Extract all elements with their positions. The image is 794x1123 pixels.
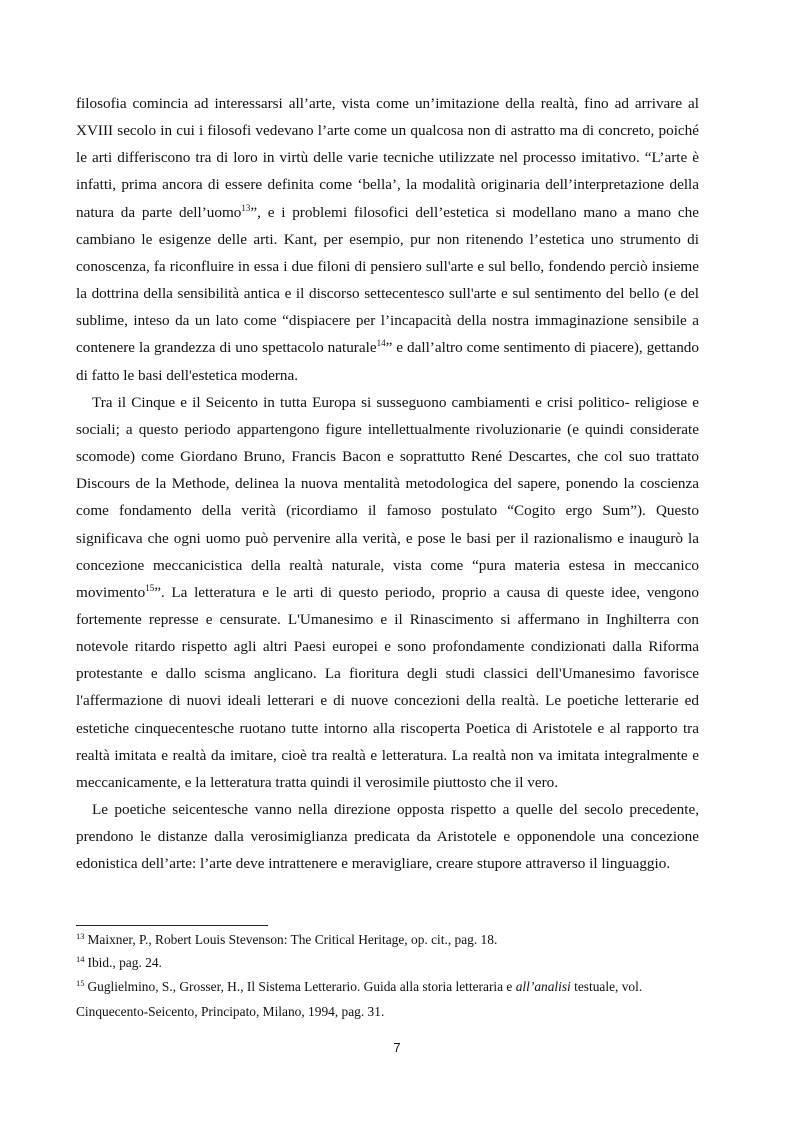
paragraph-3: Le poetiche seicentesche vanno nella direzione opposta rispetto a quelle del secolo precedente, prendono le distanze dalla verosimiglianza predicata da Aristotele e opponendole una concezione edonistica dell’arte: l’arte deve intrattenere e meravigliare, creare stupore attraverso il linguaggio. bbox=[76, 801, 699, 873]
paragraph-2: Tra il Cinque e il Seicento in tutta Europa si susseguono cambiamenti e crisi politico- religiose e sociali; a questo periodo appartengono figure intellettualmente rivoluzionarie (e quindi considerate scomode) come Giordano Bruno, Francis Bacon e soprattutto René Descartes, che col suo trattato Discours de la Methode, delinea la nuova mentalità metodologica del sapere, ponendo la coscienza come fondamento della verità (ricordiamo il famoso postulato “Cogito ergo Sum”). Questo significava che ogni uomo può pervenire alla verità, e pose le basi per il razionalismo e inaugurò la concezione meccanicistica della realtà naturale, vista come “pura materia estesa in meccanico movimento$^{15}$”. La letteratura e le arti di questo periodo, proprio a causa di queste idee, vengono fortemente represse e censurate. L'Umanesimo e il Rinascimento si affermano in Inghilterra con notevole ritardo rispetto agli altri Paesi europei e sono profondamente condizionati dalla Riforma protestante e dallo scisma anglicano. La fioritura degli studi classici dell'Umanesimo favorisce l'affermazione di nuovi ideali letterari e di nuove concezioni della realtà. Le poetiche letterarie ed estetiche cinquecentesche ruotano tutte intorno alla riscoperta Poetica di Aristotele e al rapporto tra realtà imitata e realtà da imitare, cioè tra realtà e letteratura. La realtà non va imitata integralmente e meccanicamente, e la letteratura tratta quindi il verosimile piuttosto che il vero. bbox=[76, 393, 699, 791]
footnote-separator bbox=[76, 925, 268, 926]
page-number: 7 bbox=[393, 1040, 401, 1055]
footnote-15 bbox=[76, 974, 699, 1024]
footnote-text: testuale, vol. Cinquecento-Seicento, Principato, Milano, 1994, pag. 31. bbox=[76, 979, 643, 1019]
footnotes bbox=[76, 931, 699, 1030]
body-text bbox=[76, 90, 699, 878]
footnote-text: Guglielmino, S., Grosser, H., Il Sistema Letterario. Guida alla storia letteraria e bbox=[87, 979, 516, 994]
footnote-13 bbox=[76, 931, 699, 948]
footnote-ref-13[interactable]: 13 bbox=[241, 202, 251, 213]
footnote-14 bbox=[76, 954, 699, 971]
footnote-number: 14 bbox=[76, 953, 85, 964]
footnote-ref-15[interactable]: 15 bbox=[145, 582, 155, 593]
footnote-ref-14[interactable]: 14 bbox=[376, 338, 386, 349]
footnote-text-italic: all’analisi bbox=[515, 979, 571, 994]
footnote-text: Ibid., pag. 24. bbox=[87, 955, 162, 970]
paragraph-1: filosofia comincia ad interessarsi all’arte, vista come un’imitazione della realtà, fino ad arrivare al XVIII secolo in cui i filosofi vedevano l’arte come un qualcosa non di astratto ma di concreto, poiché le arti differiscono tra di loro in virtù delle varie tecniche utilizzate nel processo imitativo. “L’arte è infatti, prima ancora di essere definita come ‘bella’, la modalità originaria dell’interpretazione della natura da parte dell’uomo$^{13}$”, e i problemi filosofici dell’estetica si modellano mano a mano che cambiano le esigenze delle arti. Kant, per esempio, pur non ritenendo l’estetica uno strumento di conoscenza, fa riconfluire in essa i due filoni di pensiero sull'arte e sul bello, fondendo perciò insieme la dottrina della sensibilità antica e il discorso settecentesco sull'arte e sul sentimento del bello (e del sublime, inteso da un lato come “dispiacere per l’incapacità della nostra immaginazione sensibile a contenere la grandezza di uno spettacolo naturale$^{14}$” e dall’altro come sentimento di piacere), gettando di fatto le basi dell'estetica moderna. bbox=[76, 95, 699, 384]
footnote-text: Maixner, P., Robert Louis Stevenson: The Critical Heritage, op. cit., pag. 18. bbox=[87, 932, 498, 947]
footnote-number: 15 bbox=[76, 977, 85, 988]
footnote-number: 13 bbox=[76, 930, 85, 941]
